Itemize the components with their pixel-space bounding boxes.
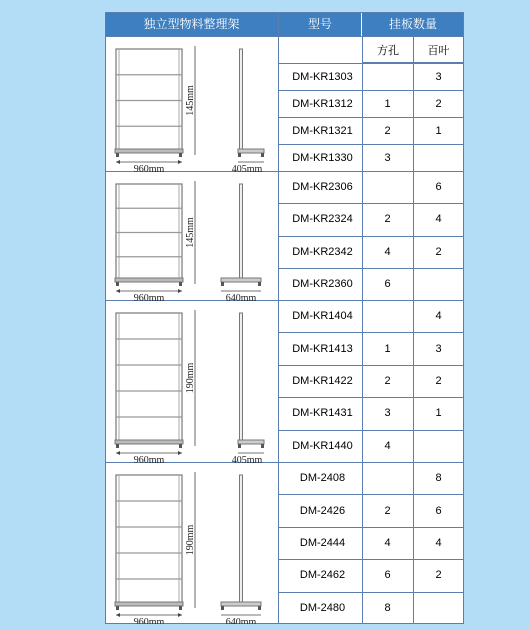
shelf-side-post [240, 184, 243, 281]
model-cell: DM-KR1330 [292, 152, 353, 164]
height-label: 145mm [185, 217, 196, 248]
height-label: 190mm [185, 362, 196, 394]
shelf-foot [261, 153, 264, 157]
model-cell: DM-KR2342 [292, 246, 353, 258]
square-hole-count: 2 [384, 125, 391, 137]
row-divider [278, 527, 464, 528]
row-divider [278, 203, 464, 204]
header-square-hole: 方孔 [377, 45, 399, 57]
square-hole-count: 2 [384, 375, 391, 387]
depth-label: 405mm [231, 455, 263, 466]
shelf-drawings [105, 12, 278, 624]
square-hole-count: 2 [384, 505, 391, 517]
shelf-side-post [240, 49, 243, 152]
model-cell: DM-2408 [299, 472, 346, 484]
shelf-base [115, 149, 183, 153]
row-divider [278, 236, 464, 237]
width-label: 960mm [133, 455, 165, 466]
square-hole-count: 2 [384, 213, 391, 225]
width-label: 960mm [133, 164, 165, 175]
header-product: 独立型物料整理架 [105, 12, 278, 36]
square-hole-count: 4 [384, 537, 391, 549]
square-hole-count: 4 [384, 246, 391, 258]
shelf-foot [258, 606, 261, 610]
square-hole-count: 3 [384, 407, 391, 419]
depth-label: 640mm [225, 617, 257, 624]
louver-count: 3 [435, 343, 442, 355]
model-cell: DM-KR1312 [292, 98, 353, 110]
model-cell: DM-KR2324 [292, 213, 353, 225]
square-hole-count: 6 [384, 569, 391, 581]
row-divider [278, 365, 464, 366]
row-divider [278, 559, 464, 560]
model-cell: DM-KR2360 [292, 278, 353, 290]
height-label: 190mm [185, 524, 196, 556]
shelf-foot [261, 444, 264, 448]
model-cell: DM-KR1404 [292, 310, 353, 322]
model-cell: DM-KR2306 [292, 181, 353, 193]
model-cell: DM-2444 [299, 537, 346, 549]
louver-count: 1 [435, 125, 442, 137]
louver-count: 4 [435, 537, 442, 549]
shelf-side-base [238, 440, 264, 444]
square-hole-count: 6 [384, 278, 391, 290]
row-divider [278, 63, 464, 64]
square-hole-count: 3 [384, 152, 391, 164]
shelf-foot [221, 282, 224, 286]
shelf-front-frame [116, 475, 182, 605]
shelf-foot [258, 282, 261, 286]
header-shelf-count: 挂板数量 [362, 12, 464, 36]
shelf-side-base [221, 602, 261, 606]
row-divider [278, 117, 464, 118]
model-cell: DM-KR1321 [292, 125, 353, 137]
louver-count: 1 [435, 407, 442, 419]
row-divider [278, 144, 464, 145]
louver-count: 2 [435, 569, 442, 581]
louver-count: 3 [435, 71, 442, 83]
shelf-foot [179, 282, 182, 286]
model-cell: DM-2462 [299, 569, 346, 581]
shelf-foot [179, 444, 182, 448]
width-label: 960mm [133, 617, 165, 624]
depth-label: 405mm [231, 164, 263, 175]
shelf-side-base [238, 149, 264, 153]
shelf-side-base [221, 278, 261, 282]
square-hole-count: 4 [384, 440, 391, 452]
shelf-base [115, 278, 183, 282]
louver-count: 2 [435, 246, 442, 258]
shelf-foot [238, 153, 241, 157]
shelf-foot [116, 444, 119, 448]
louver-count: 2 [435, 98, 442, 110]
shelf-side-post [240, 313, 243, 443]
model-cell: DM-KR1422 [292, 375, 353, 387]
louver-count: 2 [435, 375, 442, 387]
model-cell: DM-KR1303 [292, 71, 353, 83]
row-divider [278, 494, 464, 495]
shelf-foot [116, 282, 119, 286]
width-label: 960mm [133, 293, 165, 304]
row-divider [278, 332, 464, 333]
shelf-base [115, 602, 183, 606]
model-cell: DM-KR1431 [292, 407, 353, 419]
row-divider [278, 90, 464, 91]
header-louver: 百叶 [427, 45, 450, 57]
depth-label: 640mm [225, 293, 257, 304]
column-divider [278, 12, 279, 624]
shelf-base [115, 440, 183, 444]
shelf-foot [116, 606, 119, 610]
square-hole-count: 1 [384, 343, 391, 355]
louver-count: 6 [435, 505, 442, 517]
row-divider [278, 268, 464, 269]
model-cell: DM-KR1440 [292, 440, 353, 452]
product-spec-table [105, 12, 464, 624]
shelf-side-post [240, 475, 243, 605]
shelf-foot [116, 153, 119, 157]
height-label: 145mm [185, 85, 196, 116]
shelf-foot [221, 606, 224, 610]
row-divider [278, 397, 464, 398]
shelf-front-frame [116, 313, 182, 443]
row-divider [278, 592, 464, 593]
square-hole-count: 8 [384, 602, 391, 614]
louver-count: 4 [435, 213, 442, 225]
louver-count: 4 [435, 310, 442, 322]
louver-count: 6 [435, 181, 442, 193]
header-model: 型号 [279, 12, 361, 36]
shelf-foot [179, 606, 182, 610]
square-hole-count: 1 [384, 98, 391, 110]
row-divider [278, 430, 464, 431]
shelf-foot [179, 153, 182, 157]
model-cell: DM-2426 [299, 505, 346, 517]
model-cell: DM-2480 [299, 602, 346, 614]
shelf-foot [238, 444, 241, 448]
model-cell: DM-KR1413 [292, 343, 353, 355]
louver-count: 8 [435, 472, 442, 484]
